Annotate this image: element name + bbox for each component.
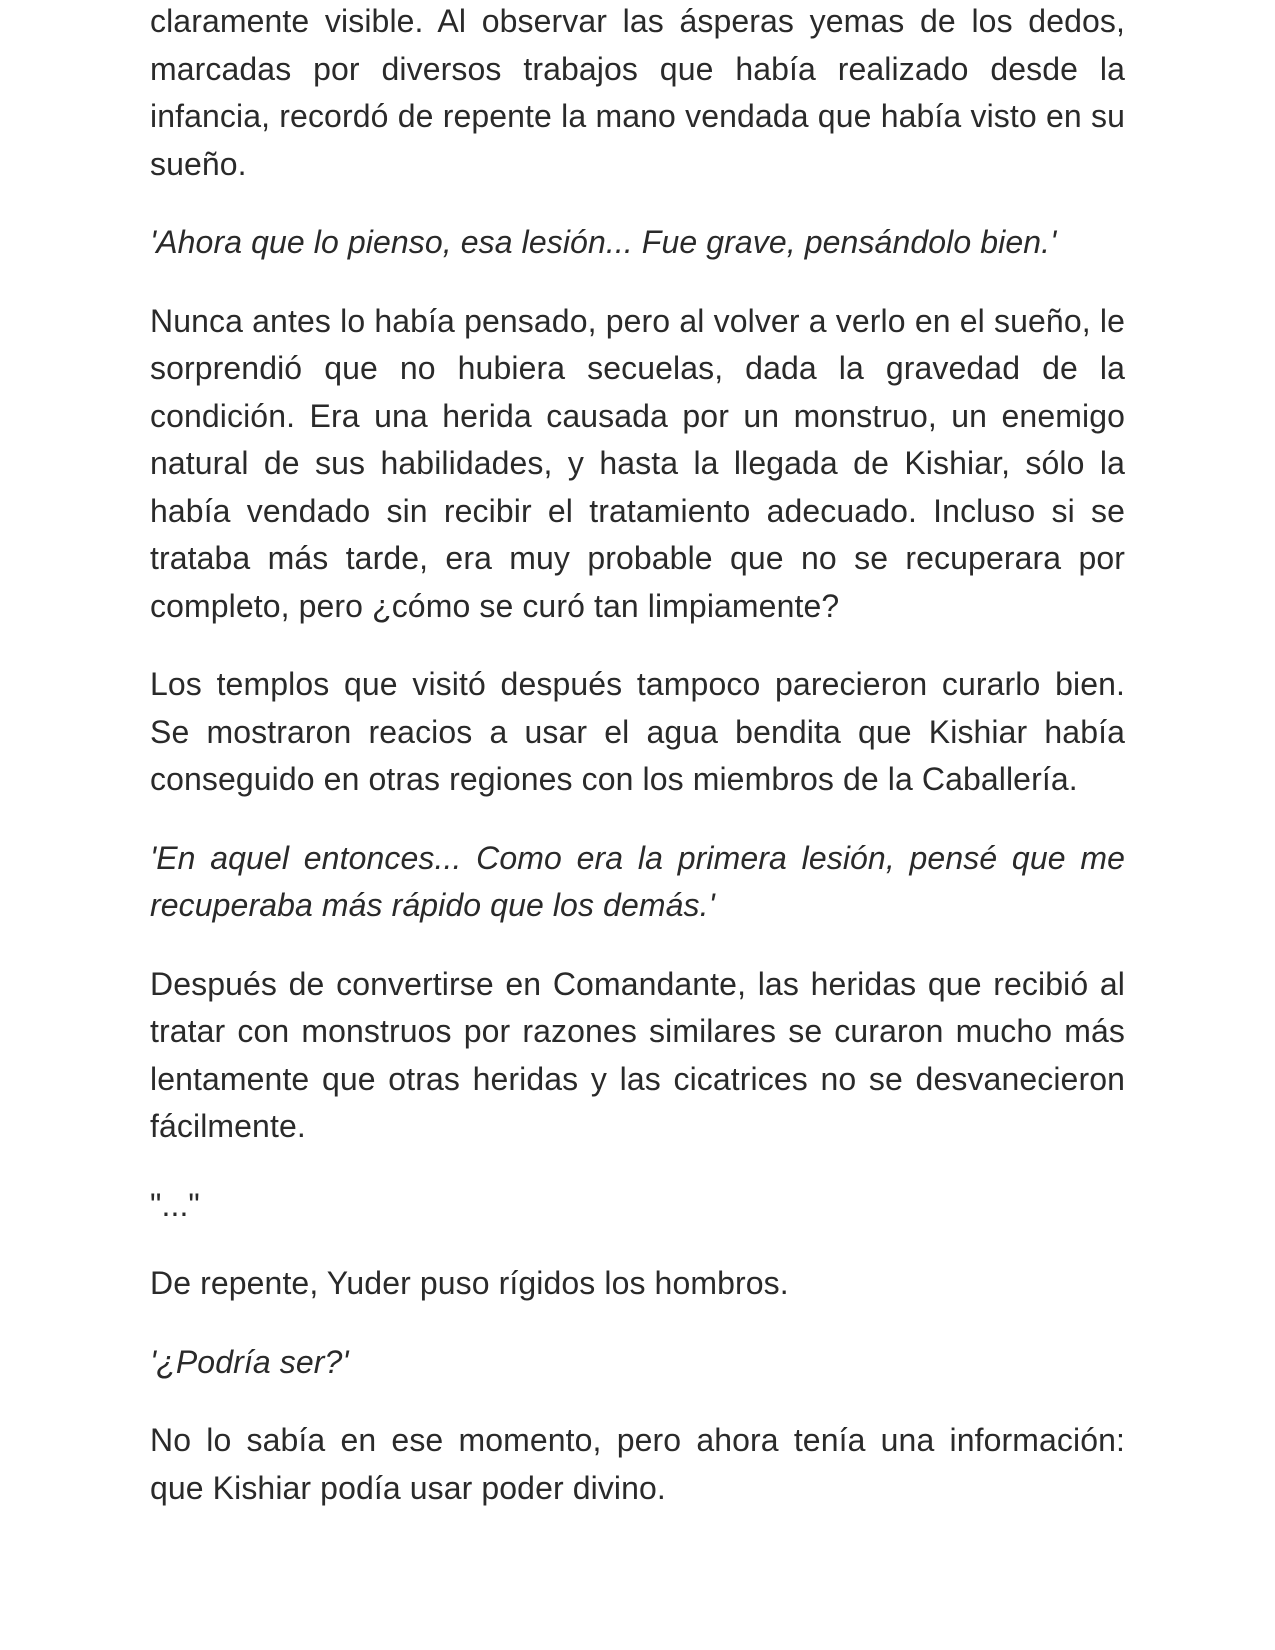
document-page xyxy=(150,0,1125,1543)
paragraph-5-thought: 'En aquel entonces... Como era la primera lesión, pensé que me recuperaba más rápido que los demás.' xyxy=(150,839,1125,923)
paragraph-9-thought: '¿Podría ser?' xyxy=(150,1343,349,1380)
paragraph-4: Los templos que visitó después tampoco parecieron curarlo bien. Se mostraron reacios a usar el agua bendita que Kishiar había conseguido en otras regiones con los miembros de la Caballería. xyxy=(150,666,1125,797)
paragraph-3: Nunca antes lo había pensado, pero al volver a verlo en el sueño, le sorprendió que no hubiera secuelas, dada la gravedad de la condición. Era una herida causada por un monstruo, un enemigo natural de sus habilidades, y hasta la llegada de Kishiar, sólo la había vendado sin recibir el tratamiento adecuado. Incluso si se trataba más tarde, era muy probable que no se recuperara por completo, pero ¿cómo se curó tan limpiamente? xyxy=(150,302,1125,624)
paragraph-1: claramente visible. Al observar las ásperas yemas de los dedos, marcadas por diversos trabajos que había realizado desde la infancia, recordó de repente la mano vendada que había visto en su sueño. xyxy=(150,3,1125,182)
paragraph-10: No lo sabía en ese momento, pero ahora tenía una información: que Kishiar podía usar poder divino. xyxy=(150,1422,1125,1506)
paragraph-7-dialogue: "..." xyxy=(150,1186,200,1223)
paragraph-8: De repente, Yuder puso rígidos los hombros. xyxy=(150,1265,789,1301)
paragraph-2-thought: 'Ahora que lo pienso, esa lesión... Fue grave, pensándolo bien.' xyxy=(150,224,1057,260)
paragraph-6: Después de convertirse en Comandante, las heridas que recibió al tratar con monstruos por razones similares se curaron mucho más lentamente que otras heridas y las cicatrices no se desvanecieron fácilmente. xyxy=(150,965,1125,1144)
